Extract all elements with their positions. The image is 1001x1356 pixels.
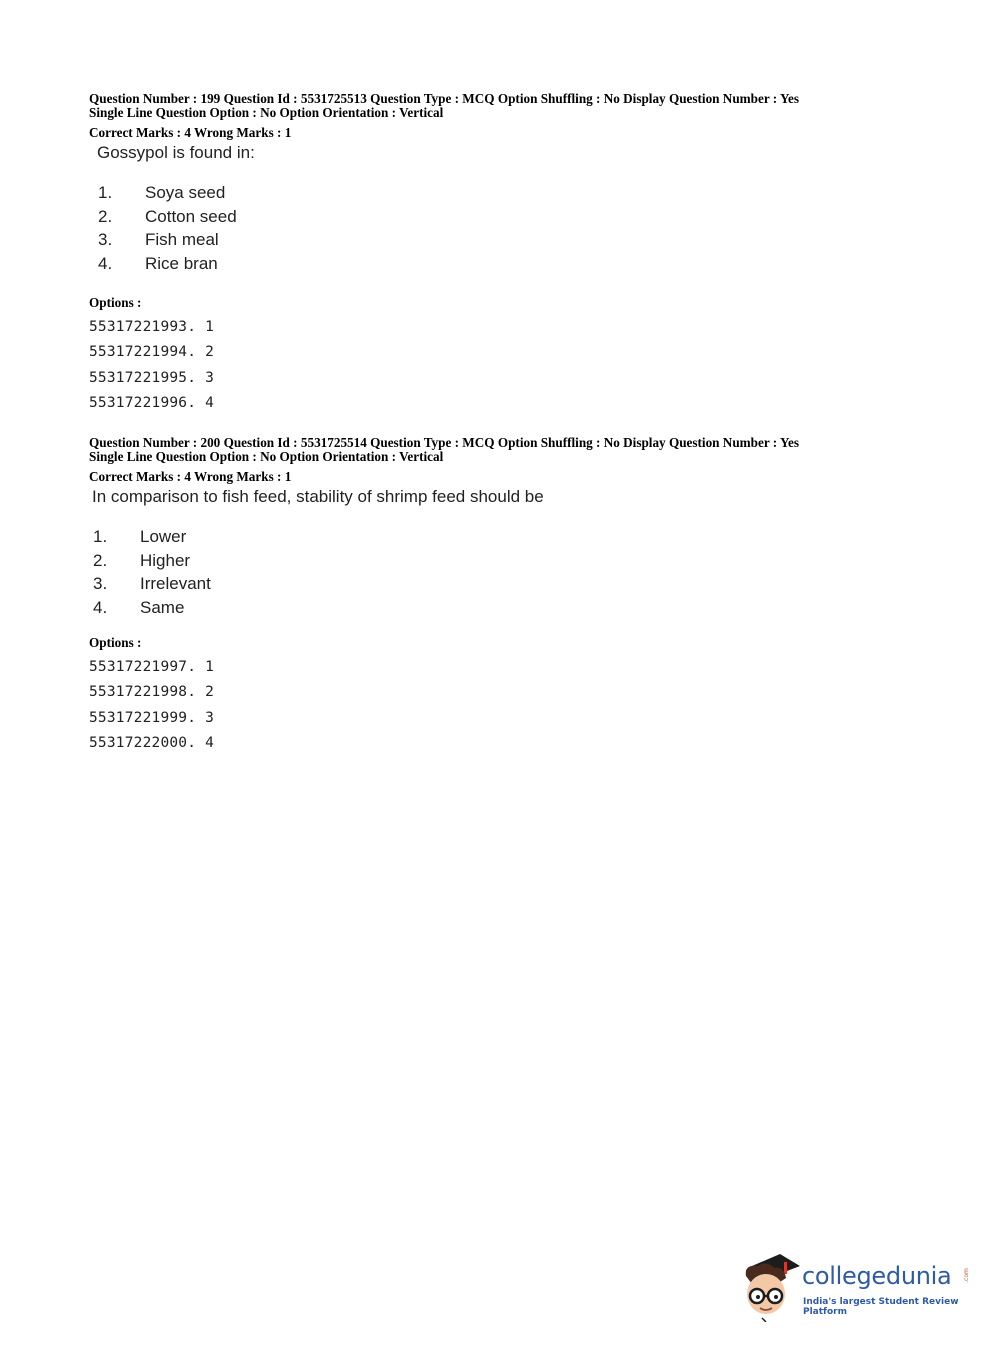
choice-item [98,252,799,276]
question-block-199 [89,92,799,416]
choice-number: 2. [93,550,108,570]
choice-item [98,228,799,252]
choice-list [98,181,799,275]
choice-item [93,572,799,596]
option-id-item: 55317221993. 1 [89,319,215,335]
choice-number: 4. [93,597,108,617]
logo-brand-text: collegedunia [802,1262,952,1290]
question-marks: Correct Marks : 4 Wrong Marks : 1 [89,125,292,140]
choice-number: 1. [98,183,113,202]
question-block-200 [89,436,799,756]
option-id-item: 55317222000. 4 [89,734,215,751]
choice-text: Same [140,597,185,617]
options-heading: Options : [89,295,142,310]
choice-item [98,181,799,205]
logo-domain-suffix: .com [962,1268,970,1283]
question-meta-line-1: Question Number : 199 Question Id : 5531725513 Question Type : MCQ Option Shuffling : No Display Question Number : Yes [89,91,799,106]
choice-item [93,525,799,549]
options-heading: Options : [89,635,142,650]
choice-item [93,549,799,573]
choice-text: Irrelevant [140,574,211,593]
question-meta-line-1: Question Number : 200 Question Id : 5531725514 Question Type : MCQ Option Shuffling : No Display Question Number : Yes [89,435,799,450]
choice-text: Soya seed [145,183,226,202]
choice-number: 3. [98,230,113,249]
choice-text: Rice bran [145,253,218,273]
choice-number: 3. [93,574,108,593]
question-meta-line-2: Single Line Question Option : No Option Orientation : Vertical [89,105,444,120]
question-meta-line-2: Single Line Question Option : No Option Orientation : Vertical [89,449,444,464]
option-id-item: 55317221995. 3 [89,369,215,386]
question-marks: Correct Marks : 4 Wrong Marks : 1 [89,469,292,484]
option-id-list [89,655,799,756]
question-text: Gossypol is found in: [97,143,255,162]
option-id-item: 55317221996. 4 [89,394,215,411]
choice-item [93,596,799,620]
option-id-list [89,315,799,416]
choice-text: Cotton seed [145,206,237,226]
logo-tagline: India's largest Student Review Platform [803,1297,959,1317]
question-text: In comparison to fish feed, stability of shrimp feed should be [92,487,544,506]
choice-text: Higher [140,550,191,570]
option-id-item: 55317221998. 2 [89,684,215,701]
collegedunia-logo [740,1252,970,1322]
option-id-item: 55317221994. 2 [89,344,215,361]
choice-text: Fish meal [145,230,219,249]
choice-list [93,525,799,619]
choice-text: Lower [140,527,187,546]
option-id-item: 55317221999. 3 [89,709,215,726]
option-id-item: 55317221997. 1 [89,659,215,675]
choice-number: 4. [98,253,113,273]
choice-number: 2. [98,206,113,226]
choice-item [98,205,799,229]
choice-number: 1. [93,527,108,546]
mascot-icon [740,1252,802,1322]
